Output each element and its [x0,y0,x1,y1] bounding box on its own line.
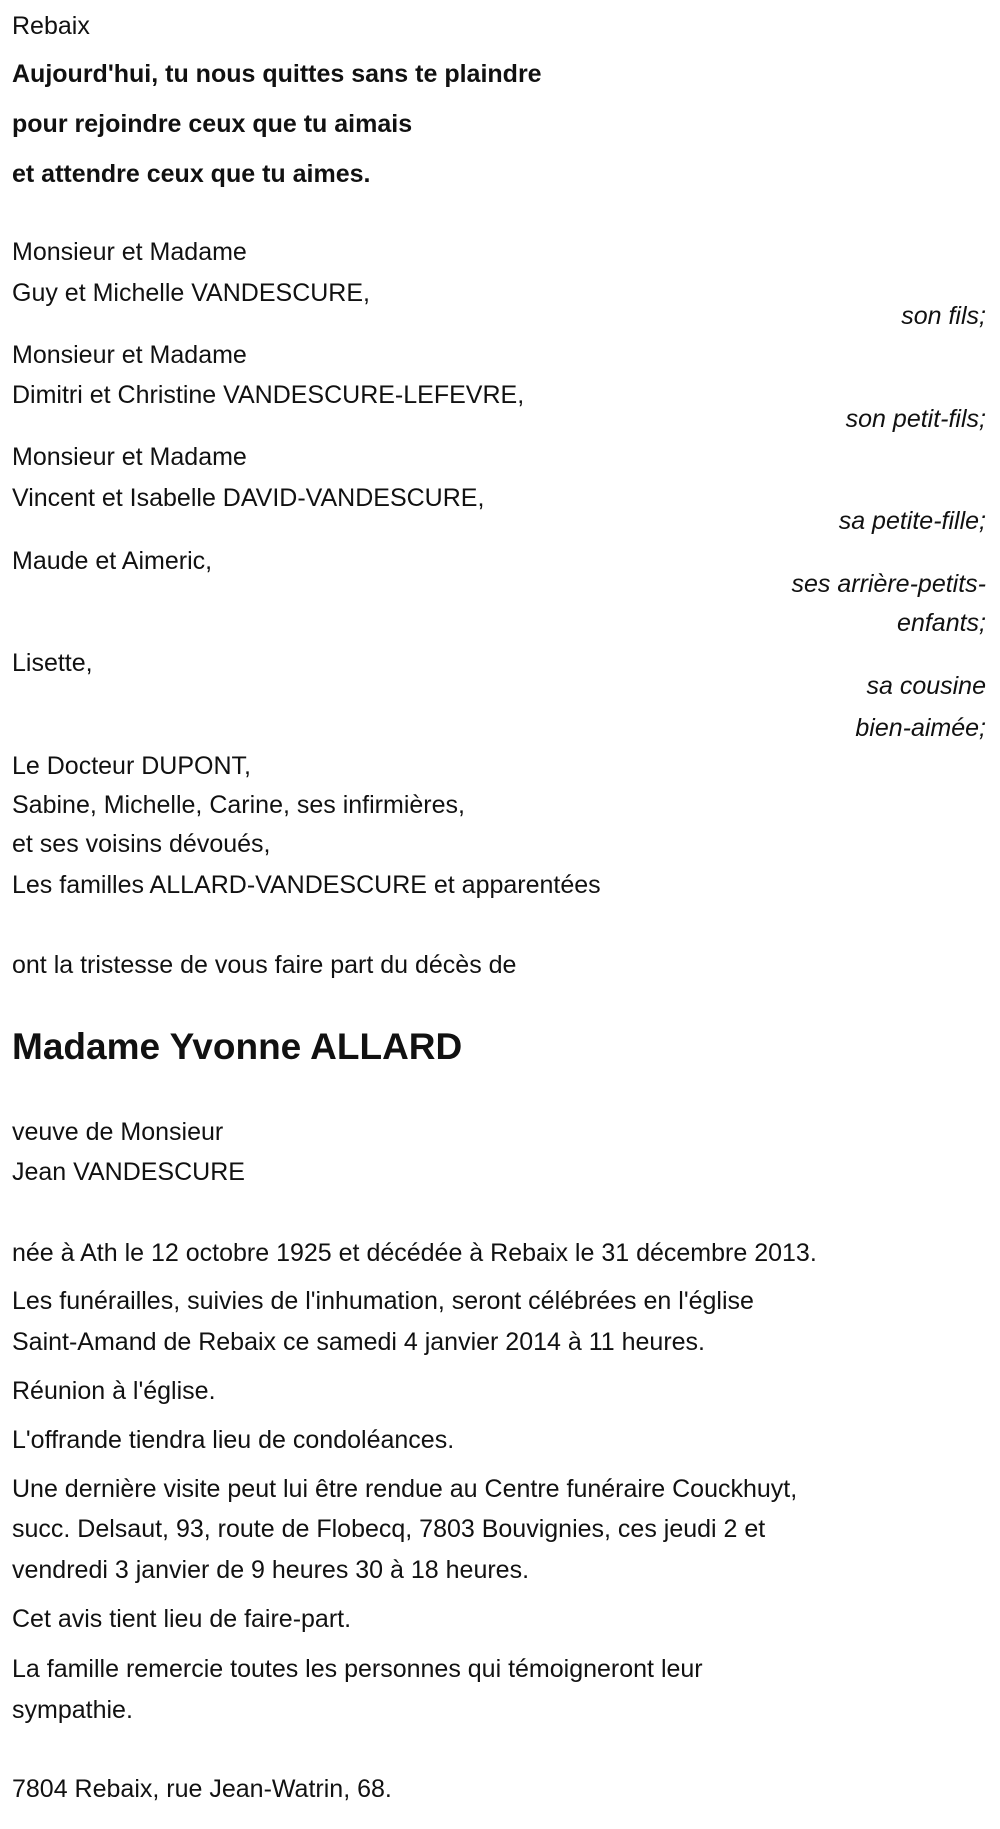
detail-line: La famille remercie toutes les personnes qui témoigneront leur [12,1655,703,1683]
family-relation: sa cousine [866,672,986,700]
others-line: Les familles ALLARD-VANDESCURE et apparentées [12,871,601,899]
family-relation: enfants; [897,609,986,637]
place: Rebaix [12,12,90,40]
family-line: Dimitri et Christine VANDESCURE-LEFEVRE, [12,381,525,409]
detail-line: Réunion à l'église. [12,1377,216,1405]
family-line: Guy et Michelle VANDESCURE, [12,279,370,307]
family-relation: son petit-fils; [845,405,986,433]
others-line: Sabine, Michelle, Carine, ses infirmières, [12,791,465,819]
detail-line: Une dernière visite peut lui être rendue au Centre funéraire Couckhuyt, [12,1475,798,1503]
family-line: Maude et Aimeric, [12,547,213,575]
detail-line: succ. Delsaut, 93, route de Flobecq, 7803 Bouvignies, ces jeudi 2 et [12,1515,766,1543]
family-line: Monsieur et Madame [12,238,247,266]
family-relation: ses arrière-petits- [791,570,986,598]
family-relation: son fils; [901,302,986,330]
poem-line: et attendre ceux que tu aimes. [12,160,371,188]
family-relation: sa petite-fille; [838,507,986,535]
deceased-name: Madame Yvonne ALLARD [12,1026,463,1067]
detail-line: Cet avis tient lieu de faire-part. [12,1605,352,1633]
address: 7804 Rebaix, rue Jean-Watrin, 68. [12,1775,392,1803]
widow-line: veuve de Monsieur [12,1118,224,1146]
family-line: Monsieur et Madame [12,443,247,471]
widow-line: Jean VANDESCURE [12,1158,245,1186]
detail-line: Les funérailles, suivies de l'inhumation, seront célébrées en l'église [12,1287,754,1315]
detail-line: L'offrande tiendra lieu de condoléances. [12,1426,455,1454]
family-line: Monsieur et Madame [12,341,247,369]
family-relation: bien-aimée; [855,714,986,742]
family-line: Lisette, [12,649,93,677]
poem-line: Aujourd'hui, tu nous quittes sans te plaindre [12,60,542,88]
announcement: ont la tristesse de vous faire part du décès de [12,951,517,979]
others-line: et ses voisins dévoués, [12,830,271,858]
detail-line: sympathie. [12,1696,133,1724]
others-line: Le Docteur DUPONT, [12,752,251,780]
poem-line: pour rejoindre ceux que tu aimais [12,110,413,138]
detail-line: vendredi 3 janvier de 9 heures 30 à 18 heures. [12,1556,530,1584]
detail-line: née à Ath le 12 octobre 1925 et décédée à Rebaix le 31 décembre 2013. [12,1239,817,1267]
detail-line: Saint-Amand de Rebaix ce samedi 4 janvier 2014 à 11 heures. [12,1328,706,1356]
family-line: Vincent et Isabelle DAVID-VANDESCURE, [12,484,485,512]
